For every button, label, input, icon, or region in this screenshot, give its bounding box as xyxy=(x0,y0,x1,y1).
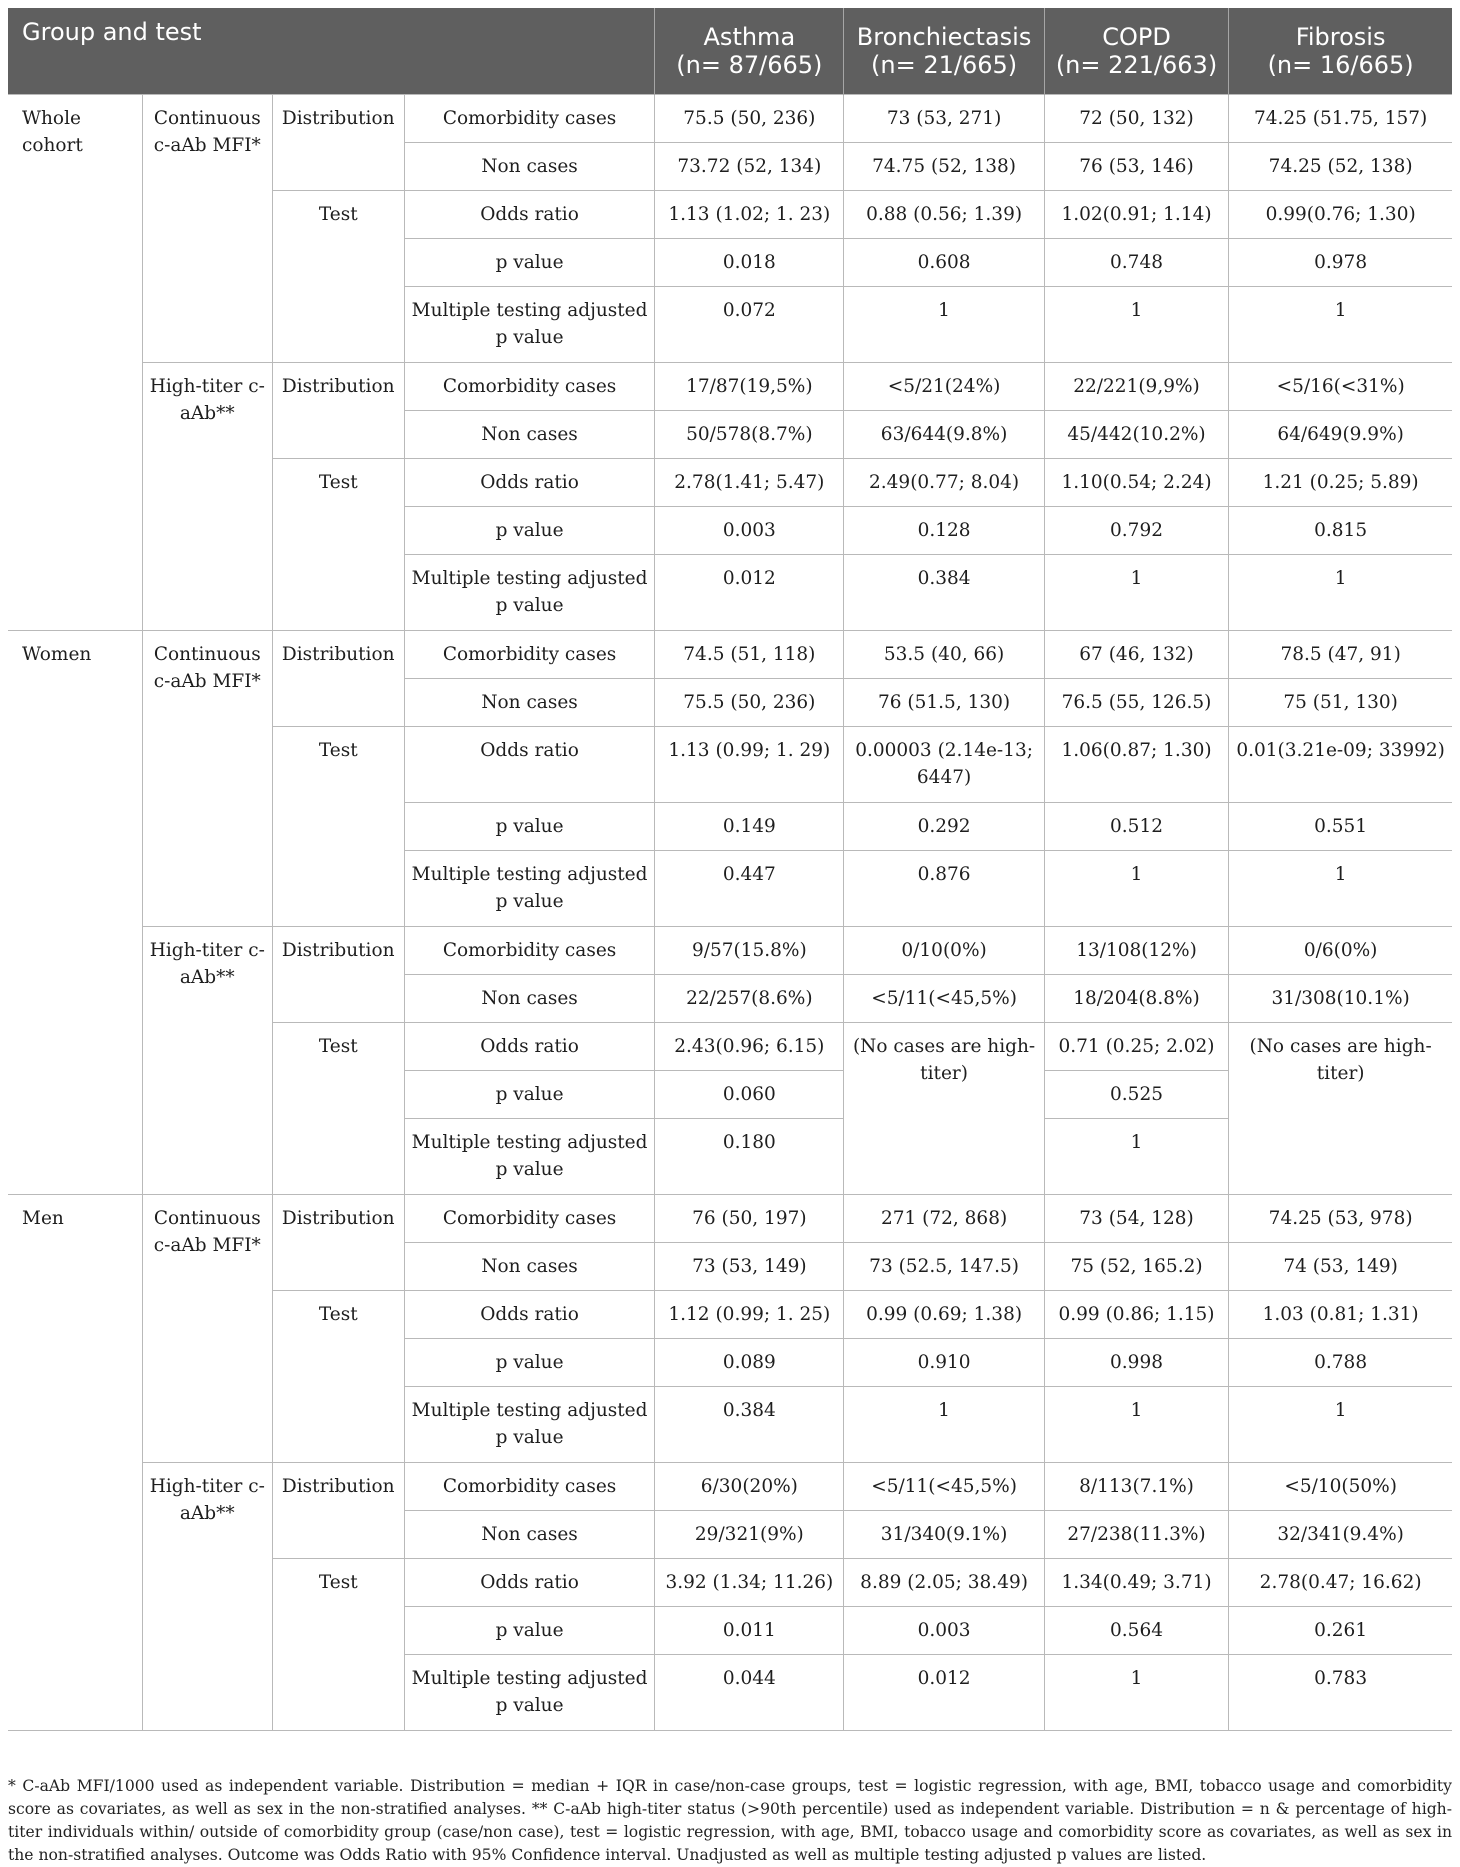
row-label-comorbidity-cases: Comorbidity cases xyxy=(404,1195,655,1243)
cell-fibrosis: 74.25 (52, 138) xyxy=(1229,143,1452,191)
cell-asthma: 1.13 (1.02; 1. 23) xyxy=(655,191,844,239)
row-label-adjusted-p: Multiple testing adjusted p value xyxy=(404,287,655,363)
cell-bronchiectasis: 0.88 (0.56; 1.39) xyxy=(844,191,1044,239)
subsection-distribution: Distribution xyxy=(272,1195,404,1291)
cell-copd: 67 (46, 132) xyxy=(1044,631,1228,679)
cell-fibrosis: 1 xyxy=(1229,287,1452,363)
table-row xyxy=(8,631,1452,679)
cell-copd: 0.512 xyxy=(1044,803,1228,851)
cell-bronchiectasis: 0.012 xyxy=(844,1655,1044,1731)
header-bronchiectasis-n: (n= 21/665) xyxy=(871,51,1018,79)
cell-copd: 76.5 (55, 126.5) xyxy=(1044,679,1228,727)
row-label-odds-ratio: Odds ratio xyxy=(404,1023,655,1071)
row-label-non-cases: Non cases xyxy=(404,679,655,727)
cell-fibrosis: 1 xyxy=(1229,851,1452,927)
cell-fibrosis: 1.03 (0.81; 1.31) xyxy=(1229,1291,1452,1339)
row-label-comorbidity-cases: Comorbidity cases xyxy=(404,631,655,679)
row-label-comorbidity-cases: Comorbidity cases xyxy=(404,1463,655,1511)
table-row xyxy=(8,1463,1452,1511)
cell-bronchiectasis: 31/340(9.1%) xyxy=(844,1511,1044,1559)
cell-fibrosis: 0.261 xyxy=(1229,1607,1452,1655)
cell-bronchiectasis: 271 (72, 868) xyxy=(844,1195,1044,1243)
row-label-p-value: p value xyxy=(404,1607,655,1655)
row-label-comorbidity-cases: Comorbidity cases xyxy=(404,363,655,411)
cell-asthma: 0.089 xyxy=(655,1339,844,1387)
cell-bronchiectasis: 2.49(0.77; 8.04) xyxy=(844,459,1044,507)
cell-asthma: 50/578(8.7%) xyxy=(655,411,844,459)
header-asthma xyxy=(655,8,844,95)
cell-copd: 13/108(12%) xyxy=(1044,927,1228,975)
cell-asthma: 2.78(1.41; 5.47) xyxy=(655,459,844,507)
cell-fibrosis: 0.01(3.21e-09; 33992) xyxy=(1229,727,1452,803)
row-label-non-cases: Non cases xyxy=(404,1511,655,1559)
section-label: Continuous c-aAb MFI* xyxy=(142,631,272,927)
cell-asthma: 29/321(9%) xyxy=(655,1511,844,1559)
group-label-women: Women xyxy=(8,631,142,1195)
row-label-p-value: p value xyxy=(404,239,655,287)
cell-copd: 0.998 xyxy=(1044,1339,1228,1387)
row-label-p-value: p value xyxy=(404,803,655,851)
subsection-distribution: Distribution xyxy=(272,927,404,1023)
cell-fibrosis: 31/308(10.1%) xyxy=(1229,975,1452,1023)
cell-copd: 22/221(9,9%) xyxy=(1044,363,1228,411)
cell-fibrosis: 1 xyxy=(1229,1387,1452,1463)
cell-asthma: 6/30(20%) xyxy=(655,1463,844,1511)
cell-asthma: 1.13 (0.99; 1. 29) xyxy=(655,727,844,803)
cell-asthma: 9/57(15.8%) xyxy=(655,927,844,975)
cell-fibrosis: 74.25 (53, 978) xyxy=(1229,1195,1452,1243)
cell-asthma: 22/257(8.6%) xyxy=(655,975,844,1023)
section-label: High-titer c-aAb** xyxy=(142,927,272,1195)
cell-asthma: 75.5 (50, 236) xyxy=(655,679,844,727)
cell-bronchiectasis: 0.608 xyxy=(844,239,1044,287)
cell-asthma: 73 (53, 149) xyxy=(655,1243,844,1291)
cell-copd: 1 xyxy=(1044,1387,1228,1463)
section-label: High-titer c-aAb** xyxy=(142,1463,272,1731)
cell-bronchiectasis: 73 (52.5, 147.5) xyxy=(844,1243,1044,1291)
row-label-adjusted-p: Multiple testing adjusted p value xyxy=(404,555,655,631)
cell-copd: 1 xyxy=(1044,287,1228,363)
subsection-distribution: Distribution xyxy=(272,631,404,727)
results-table xyxy=(8,8,1452,1731)
group-label-men: Men xyxy=(8,1195,142,1731)
subsection-test: Test xyxy=(272,191,404,363)
cell-bronchiectasis: 0.128 xyxy=(844,507,1044,555)
cell-bronchiectasis: 8.89 (2.05; 38.49) xyxy=(844,1559,1044,1607)
cell-bronchiectasis: 53.5 (40, 66) xyxy=(844,631,1044,679)
cell-asthma: 0.011 xyxy=(655,1607,844,1655)
cell-asthma: 1.12 (0.99; 1. 25) xyxy=(655,1291,844,1339)
row-label-non-cases: Non cases xyxy=(404,1243,655,1291)
section-label: Continuous c-aAb MFI* xyxy=(142,1195,272,1463)
section-label: High-titer c-aAb** xyxy=(142,363,272,631)
table-footnote: * C-aAb MFI/1000 used as independent variable. Distribution = median + IQR in case/non-case groups, test = logistic regression, with age, BMI, tobacco usage and comorbidity score as covariates, as well as sex in the non-stratified analyses. ** C-aAb high-titer status (>90th percentile) used as independent variable. Distribution = n & percentage of high-titer individuals within/ outside of comorbidity group (case/non case), test = logistic regression, with age, BMI, tobacco usage and comorbidity score as covariates, as well as sex in the non-stratified analyses. Outcome was Odds Ratio with 95% Confidence interval. Unadjusted as well as multiple testing adjusted p values are listed. xyxy=(8,1777,1452,1864)
header-asthma-label: Asthma xyxy=(703,23,796,51)
header-copd-label: COPD xyxy=(1102,23,1171,51)
table-row xyxy=(8,95,1452,143)
cell-copd: 0.792 xyxy=(1044,507,1228,555)
cell-asthma: 0.044 xyxy=(655,1655,844,1731)
cell-bronchiectasis: 0.384 xyxy=(844,555,1044,631)
cell-asthma: 17/87(19,5%) xyxy=(655,363,844,411)
cell-bronchiectasis: 0.99 (0.69; 1.38) xyxy=(844,1291,1044,1339)
cell-fibrosis: 0.978 xyxy=(1229,239,1452,287)
row-label-non-cases: Non cases xyxy=(404,411,655,459)
row-label-p-value: p value xyxy=(404,507,655,555)
cell-copd: 0.99 (0.86; 1.15) xyxy=(1044,1291,1228,1339)
row-label-odds-ratio: Odds ratio xyxy=(404,1291,655,1339)
cell-bronchiectasis: 0.003 xyxy=(844,1607,1044,1655)
cell-fibrosis: 0.788 xyxy=(1229,1339,1452,1387)
cell-copd: 0.564 xyxy=(1044,1607,1228,1655)
row-label-non-cases: Non cases xyxy=(404,143,655,191)
cell-bronchiectasis: 0.292 xyxy=(844,803,1044,851)
header-bronchiectasis xyxy=(844,8,1044,95)
row-label-odds-ratio: Odds ratio xyxy=(404,1559,655,1607)
subsection-test: Test xyxy=(272,1291,404,1463)
table-row xyxy=(8,1195,1452,1243)
results-table-container xyxy=(8,8,1452,1731)
cell-fibrosis: 2.78(0.47; 16.62) xyxy=(1229,1559,1452,1607)
cell-bronchiectasis: 1 xyxy=(844,287,1044,363)
cell-bronchiectasis: 0.910 xyxy=(844,1339,1044,1387)
cell-copd: 1.10(0.54; 2.24) xyxy=(1044,459,1228,507)
cell-bronchiectasis: 73 (53, 271) xyxy=(844,95,1044,143)
row-label-odds-ratio: Odds ratio xyxy=(404,727,655,803)
cell-asthma: 0.012 xyxy=(655,555,844,631)
cell-bronchiectasis: 0.00003 (2.14e-13; 6447) xyxy=(844,727,1044,803)
cell-copd: 76 (53, 146) xyxy=(1044,143,1228,191)
cell-fibrosis: 74 (53, 149) xyxy=(1229,1243,1452,1291)
cell-asthma: 73.72 (52, 134) xyxy=(655,143,844,191)
header-group-and-test: Group and test xyxy=(8,8,655,95)
cell-copd: 72 (50, 132) xyxy=(1044,95,1228,143)
cell-fibrosis: 1 xyxy=(1229,555,1452,631)
table-row xyxy=(8,927,1452,975)
row-label-comorbidity-cases: Comorbidity cases xyxy=(404,927,655,975)
header-fibrosis xyxy=(1229,8,1452,95)
cell-copd: 8/113(7.1%) xyxy=(1044,1463,1228,1511)
row-label-non-cases: Non cases xyxy=(404,975,655,1023)
table-header-row xyxy=(8,8,1452,95)
cell-fibrosis: 74.25 (51.75, 157) xyxy=(1229,95,1452,143)
row-label-odds-ratio: Odds ratio xyxy=(404,191,655,239)
cell-copd: 1 xyxy=(1044,1655,1228,1731)
subsection-test: Test xyxy=(272,1559,404,1731)
row-label-comorbidity-cases: Comorbidity cases xyxy=(404,95,655,143)
cell-fibrosis: 64/649(9.9%) xyxy=(1229,411,1452,459)
header-fibrosis-n: (n= 16/665) xyxy=(1267,51,1414,79)
cell-fibrosis: 0/6(0%) xyxy=(1229,927,1452,975)
cell-fibrosis-merged: (No cases are high-titer) xyxy=(1229,1023,1452,1195)
header-bronchiectasis-label: Bronchiectasis xyxy=(856,23,1032,51)
row-label-p-value: p value xyxy=(404,1339,655,1387)
cell-asthma: 0.003 xyxy=(655,507,844,555)
cell-copd: 73 (54, 128) xyxy=(1044,1195,1228,1243)
cell-fibrosis: 1.21 (0.25; 5.89) xyxy=(1229,459,1452,507)
row-label-adjusted-p: Multiple testing adjusted p value xyxy=(404,1387,655,1463)
cell-copd: 45/442(10.2%) xyxy=(1044,411,1228,459)
cell-asthma: 0.018 xyxy=(655,239,844,287)
cell-copd: 1 xyxy=(1044,1119,1228,1195)
cell-fibrosis: 0.815 xyxy=(1229,507,1452,555)
cell-asthma: 0.384 xyxy=(655,1387,844,1463)
header-copd xyxy=(1044,8,1228,95)
cell-asthma: 0.060 xyxy=(655,1071,844,1119)
cell-asthma: 76 (50, 197) xyxy=(655,1195,844,1243)
cell-fibrosis: 0.99(0.76; 1.30) xyxy=(1229,191,1452,239)
cell-asthma: 2.43(0.96; 6.15) xyxy=(655,1023,844,1071)
cell-bronchiectasis: 0.876 xyxy=(844,851,1044,927)
section-label: Continuous c-aAb MFI* xyxy=(142,95,272,363)
subsection-test: Test xyxy=(272,727,404,927)
cell-asthma: 0.447 xyxy=(655,851,844,927)
cell-bronchiectasis: 76 (51.5, 130) xyxy=(844,679,1044,727)
cell-fibrosis: 32/341(9.4%) xyxy=(1229,1511,1452,1559)
header-asthma-n: (n= 87/665) xyxy=(676,51,823,79)
cell-bronchiectasis: <5/11(<45,5%) xyxy=(844,1463,1044,1511)
cell-bronchiectasis: 63/644(9.8%) xyxy=(844,411,1044,459)
table-row xyxy=(8,363,1452,411)
cell-copd: 1.06(0.87; 1.30) xyxy=(1044,727,1228,803)
cell-asthma: 0.149 xyxy=(655,803,844,851)
cell-bronchiectasis: <5/21(24%) xyxy=(844,363,1044,411)
cell-copd: 75 (52, 165.2) xyxy=(1044,1243,1228,1291)
cell-copd: 18/204(8.8%) xyxy=(1044,975,1228,1023)
cell-bronchiectasis: 0/10(0%) xyxy=(844,927,1044,975)
cell-fibrosis: <5/10(50%) xyxy=(1229,1463,1452,1511)
cell-copd: 1.02(0.91; 1.14) xyxy=(1044,191,1228,239)
cell-asthma: 74.5 (51, 118) xyxy=(655,631,844,679)
row-label-p-value: p value xyxy=(404,1071,655,1119)
subsection-test: Test xyxy=(272,1023,404,1195)
cell-copd: 27/238(11.3%) xyxy=(1044,1511,1228,1559)
header-fibrosis-label: Fibrosis xyxy=(1295,23,1386,51)
subsection-distribution: Distribution xyxy=(272,95,404,191)
cell-copd: 1 xyxy=(1044,555,1228,631)
cell-asthma: 0.072 xyxy=(655,287,844,363)
cell-fibrosis: 78.5 (47, 91) xyxy=(1229,631,1452,679)
group-label-whole-cohort: Whole cohort xyxy=(8,95,142,631)
subsection-distribution: Distribution xyxy=(272,363,404,459)
cell-copd: 1 xyxy=(1044,851,1228,927)
row-label-adjusted-p: Multiple testing adjusted p value xyxy=(404,851,655,927)
cell-fibrosis: <5/16(<31%) xyxy=(1229,363,1452,411)
cell-asthma: 75.5 (50, 236) xyxy=(655,95,844,143)
cell-copd: 0.525 xyxy=(1044,1071,1228,1119)
subsection-distribution: Distribution xyxy=(272,1463,404,1559)
cell-fibrosis: 0.551 xyxy=(1229,803,1452,851)
cell-copd: 1.34(0.49; 3.71) xyxy=(1044,1559,1228,1607)
cell-asthma: 0.180 xyxy=(655,1119,844,1195)
cell-bronchiectasis-merged: (No cases are high-titer) xyxy=(844,1023,1044,1195)
cell-fibrosis: 0.783 xyxy=(1229,1655,1452,1731)
row-label-adjusted-p: Multiple testing adjusted p value xyxy=(404,1119,655,1195)
cell-copd: 0.748 xyxy=(1044,239,1228,287)
subsection-test: Test xyxy=(272,459,404,631)
cell-bronchiectasis: 1 xyxy=(844,1387,1044,1463)
cell-bronchiectasis: <5/11(<45,5%) xyxy=(844,975,1044,1023)
header-copd-n: (n= 221/663) xyxy=(1055,51,1218,79)
row-label-odds-ratio: Odds ratio xyxy=(404,459,655,507)
row-label-adjusted-p: Multiple testing adjusted p value xyxy=(404,1655,655,1731)
cell-copd: 0.71 (0.25; 2.02) xyxy=(1044,1023,1228,1071)
cell-asthma: 3.92 (1.34; 11.26) xyxy=(655,1559,844,1607)
cell-fibrosis: 75 (51, 130) xyxy=(1229,679,1452,727)
cell-bronchiectasis: 74.75 (52, 138) xyxy=(844,143,1044,191)
